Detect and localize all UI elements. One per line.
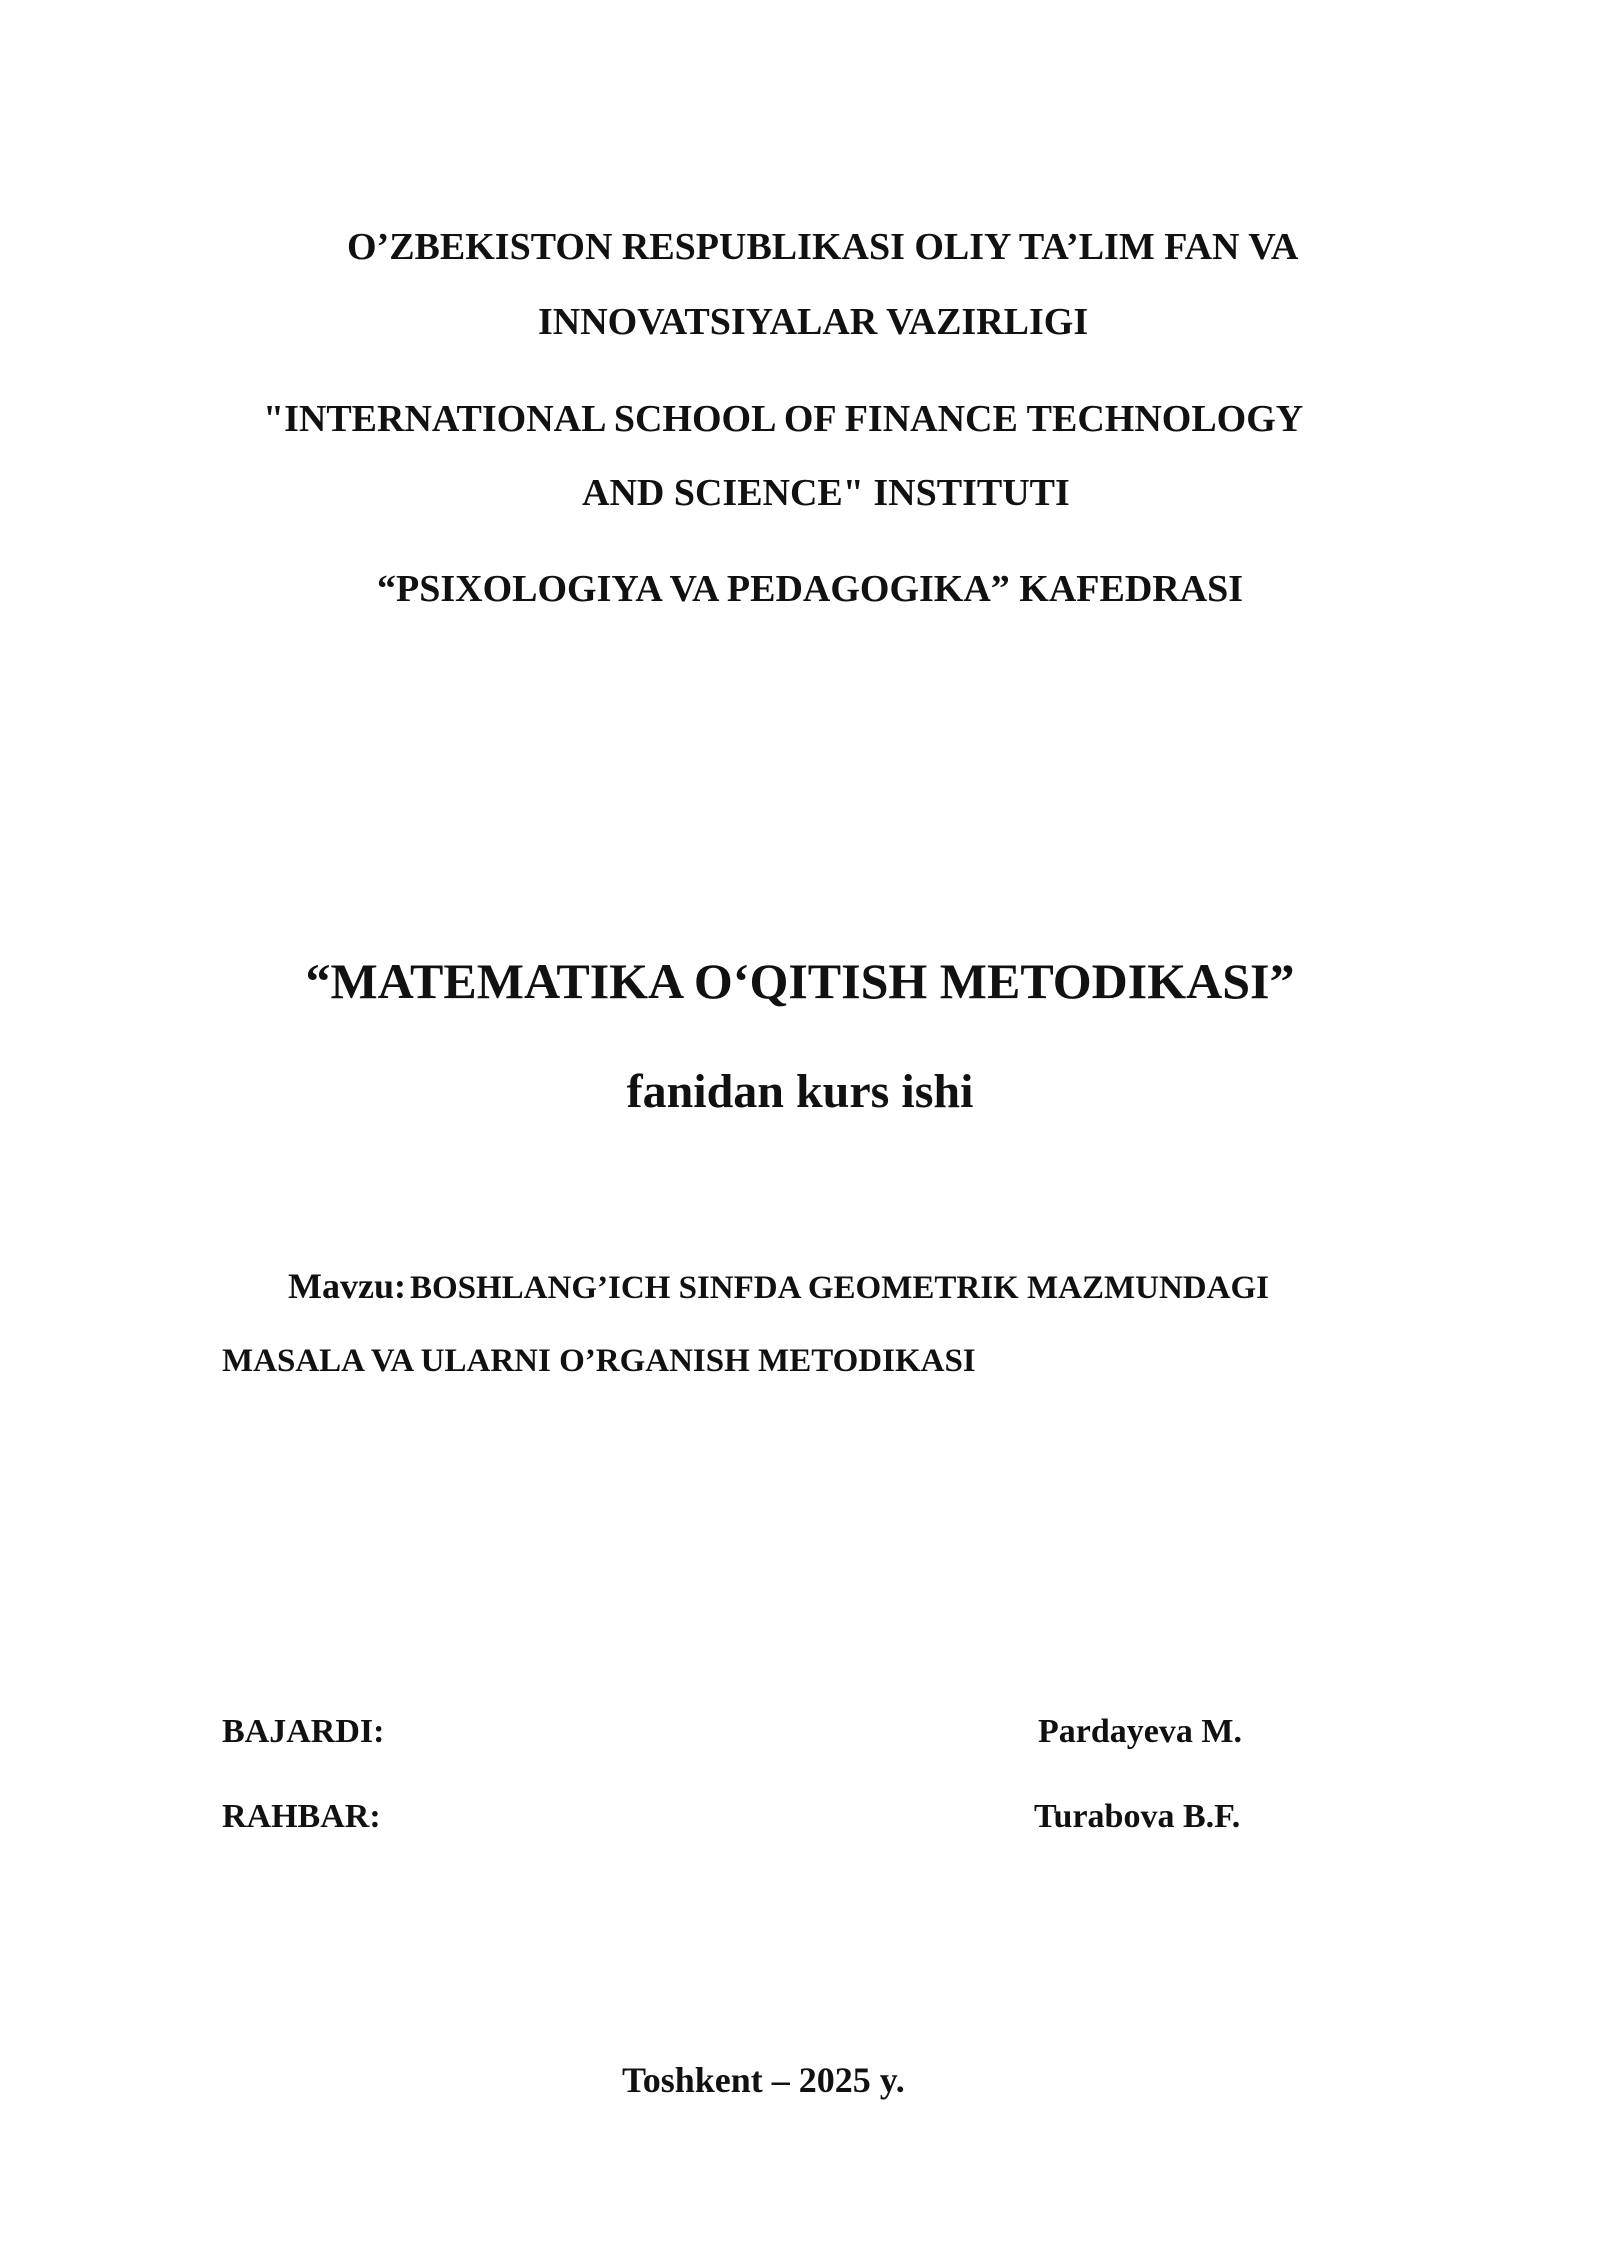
- topic-line-2: MASALA VA ULARNI O’RGANISH METODIKASI: [222, 1343, 976, 1379]
- topic-line-1: [288, 1268, 1269, 1305]
- ministry-line-1: O’ZBEKISTON RESPUBLIKASI OLIY TA’LIM FAN VA: [347, 226, 1299, 268]
- topic-text-1: BOSHLANG’ICH SINFDA GEOMETRIK MAZMUNDAGI: [409, 1270, 1269, 1306]
- institute-line-2: AND SCIENCE" INSTITUTI: [582, 472, 1070, 514]
- department-name: “PSIXOLOGIYA VA PEDAGOGIKA” KAFEDRASI: [377, 568, 1244, 610]
- ministry-line-2: INNOVATSIYALAR VAZIRLIGI: [538, 301, 1089, 343]
- performer-label: BAJARDI:: [222, 1713, 385, 1750]
- performer-name: Pardayeva M.: [1038, 1713, 1242, 1750]
- course-work-type: fanidan kurs ishi: [626, 1065, 974, 1118]
- course-subject-title: “MATEMATIKA O‘QITISH METODIKASI”: [305, 953, 1295, 1009]
- supervisor-name: Turabova B.F.: [1034, 1798, 1241, 1835]
- city-year: Toshkent – 2025 y.: [622, 2060, 905, 2100]
- institute-line-1: "INTERNATIONAL SCHOOL OF FINANCE TECHNOLOGY: [263, 398, 1304, 440]
- topic-label: Mavzu:: [288, 1266, 406, 1306]
- supervisor-label: RAHBAR:: [222, 1798, 381, 1835]
